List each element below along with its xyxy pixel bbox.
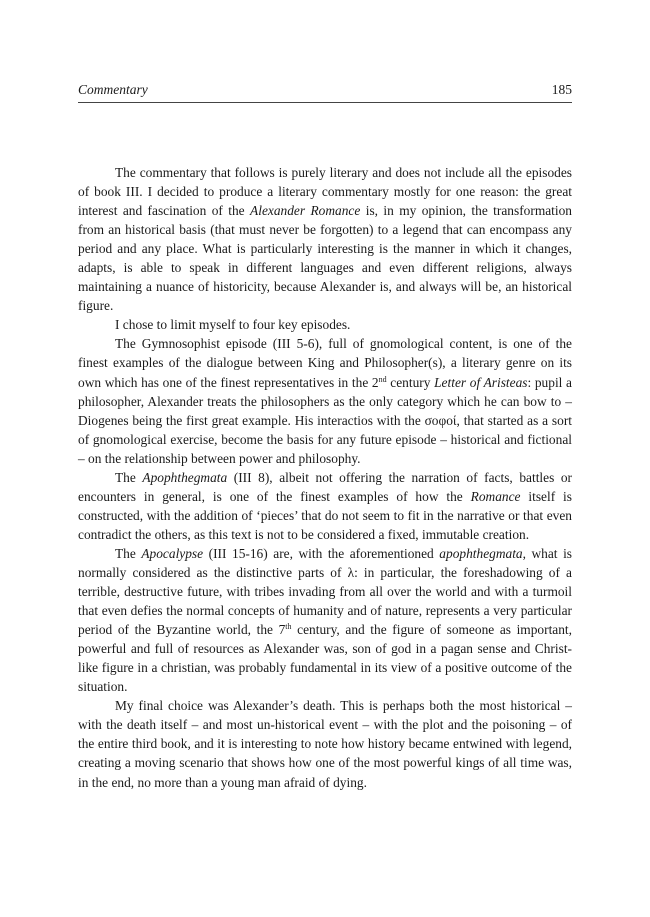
page-number: 185 bbox=[551, 82, 572, 97]
running-title: Commentary bbox=[78, 82, 148, 97]
text-run: The Gymnosophist episode (III 5-6), full of gnomological content, is one of the finest examples of the dialogue between King and Philosopher(s), a literary genre on its own which has one of the finest representatives in the 2 bbox=[78, 336, 572, 390]
running-header bbox=[78, 80, 572, 103]
text-run: The commentary that follows is purely literary and does not include all the episodes of book III. I decided to produce a literary commentary mostly for one reason: the great interest and fascination of the bbox=[78, 165, 572, 219]
text-run: My final choice was Alexander’s death. This is perhaps both the most historical – with the death itself – and most un-historical event – with the plot and the poisoning – of the entire third book, and it is interesting to note how history became entwined with legend, creating a moving scenario that shows how one of the most powerful kings of all time was, in the end, no more than a young man afraid of dying. bbox=[78, 698, 572, 790]
body-text bbox=[78, 163, 572, 792]
italic-title: Alexander Romance bbox=[250, 203, 361, 219]
text-run: is, in my opinion, the transformation from an historical basis (that must never be forgotten) to a legend that can encompass any period and any place. What is particularly interesting is the manner in which it changes, adapts, is able to speak in different languages and even different religions, always maintaining a nuance of historicity, because Alexander is, and always will be, an historical figure. bbox=[78, 203, 573, 314]
paragraph-3 bbox=[78, 334, 572, 467]
italic-title: Apophthegmata bbox=[142, 469, 228, 485]
text-run: The bbox=[115, 545, 142, 561]
text-run: itself is constructed, with the addition of ‘pieces’ that do not seem to fit in the narrative or that even contradict the others, as this text is not to be considered a fixed, immutable creation. bbox=[78, 488, 572, 542]
italic-title: Romance bbox=[470, 488, 521, 504]
italic-title: Letter of Aristeas bbox=[434, 374, 528, 390]
paragraph-6 bbox=[78, 696, 572, 791]
text-run: century, and the figure of someone as important, powerful and full of resources as Alexander was, son of god in a pagan sense and Christ-like figure in a christian, was probably fundamental in its view of a positive outcome of the situation. bbox=[78, 622, 572, 695]
text-run: (III 15-16) are, with the aforementioned bbox=[203, 545, 440, 561]
paragraph-1 bbox=[78, 163, 572, 315]
italic-title: Apocalypse bbox=[141, 545, 204, 561]
text-run: century bbox=[386, 374, 435, 390]
text-run: I chose to limit myself to four key episodes. bbox=[115, 317, 351, 333]
text-run: , what is normally considered as the distinctive parts of λ: in particular, the foreshadowing of a terrible, destructive future, with tribes invading from all over the world and with a turmoil that even defies the normal concepts of humanity and of nature, represents a very particular period of the Byzantine world, the 7 bbox=[78, 545, 572, 638]
text-run: : pupil a philosopher, Alexander treats the philosophers as the only category which he can bow to –Diogenes being the first great example. His interactios with the σοφοί, that started as a sort of gnomological exercise, become the basis for any future episode – historical and fictional – on the relationship between power and philosophy. bbox=[78, 374, 572, 466]
ordinal-superscript: th bbox=[285, 622, 292, 632]
text-run: (III 8), albeit not offering the narration of facts, battles or encounters in general, is one of the finest examples of how the bbox=[78, 469, 573, 504]
paragraph-2 bbox=[78, 315, 572, 334]
italic-title: apophthegmata bbox=[439, 545, 523, 561]
paragraph-5 bbox=[78, 544, 572, 696]
paragraph-4 bbox=[78, 468, 572, 544]
ordinal-superscript: nd bbox=[378, 374, 387, 384]
text-run: The bbox=[115, 469, 143, 485]
